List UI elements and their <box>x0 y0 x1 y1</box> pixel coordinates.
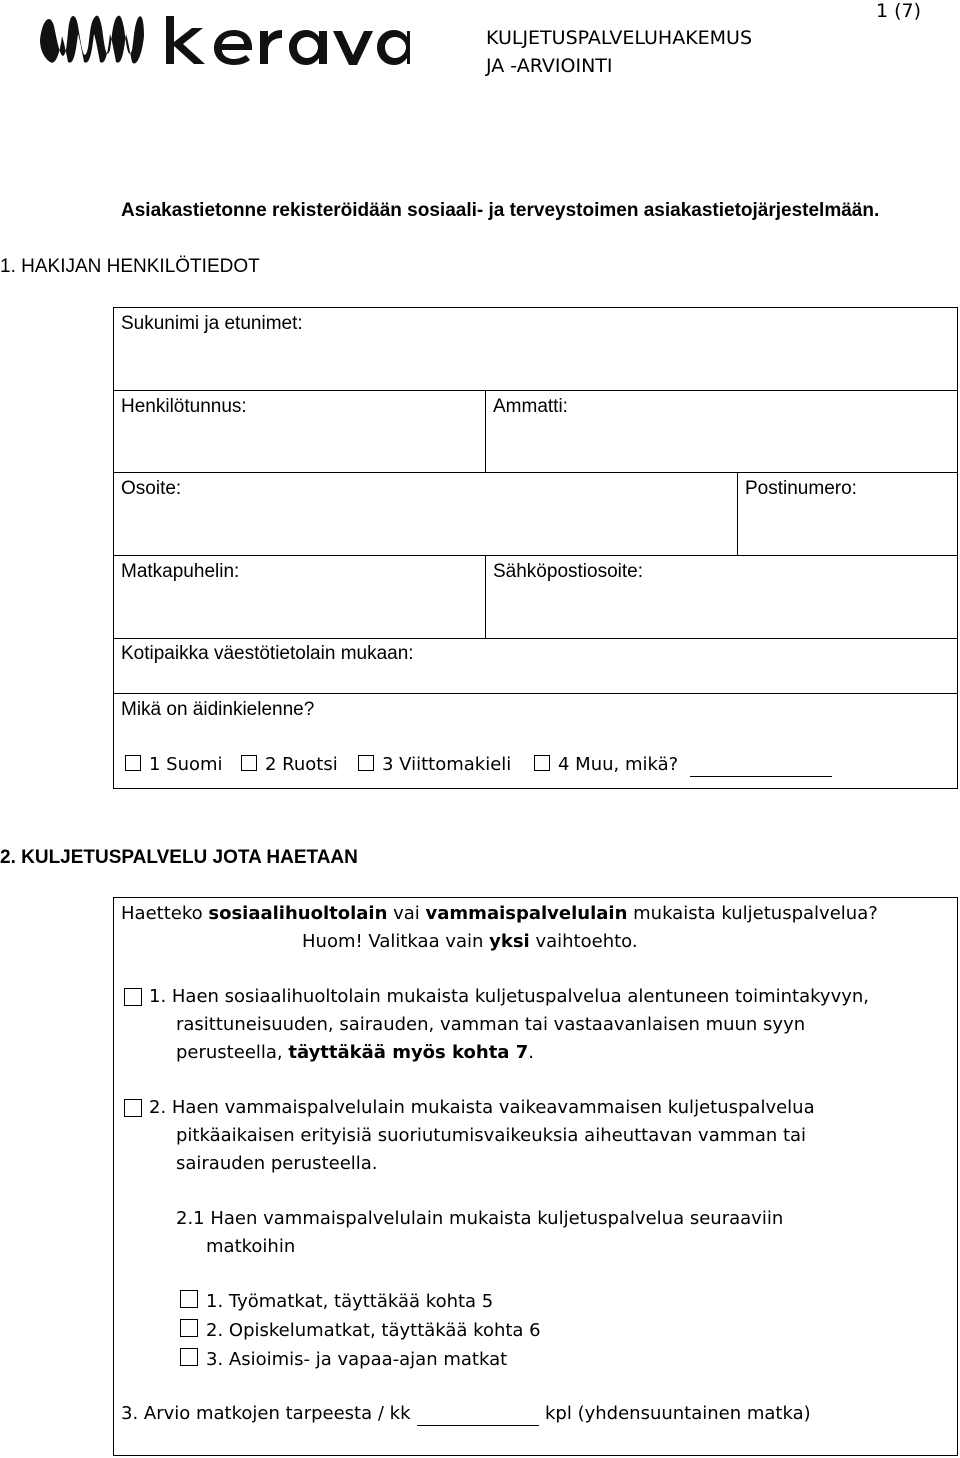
mobile-field[interactable]: Matkapuhelin: <box>121 561 240 582</box>
section2-heading: 2. KULJETUSPALVELU JOTA HAETAAN <box>0 847 358 868</box>
trip-option-work[interactable] <box>180 1290 493 1312</box>
option1-line3-text: perusteella, <box>176 1042 289 1063</box>
checkbox[interactable] <box>534 755 550 771</box>
checkbox[interactable] <box>180 1290 198 1308</box>
trip-estimate-input[interactable] <box>417 1425 539 1426</box>
question-text: Haetteko <box>121 903 209 924</box>
lang-option-finnish[interactable] <box>125 754 223 775</box>
option1-line3-bold: täyttäkää myös kohta 7 <box>288 1042 529 1063</box>
section1-heading: 1. HAKIJAN HENKILÖTIEDOT <box>0 256 260 277</box>
name-field[interactable]: Sukunimi ja etunimet: <box>121 313 303 334</box>
note-text: vaihtoehto. <box>529 931 638 952</box>
address-field[interactable]: Osoite: <box>121 478 182 499</box>
suboption-line1: 2.1 Haen vammaispalvelulain mukaista kuljetuspalvelua seuraaviin <box>176 1208 784 1229</box>
checkbox[interactable] <box>180 1319 198 1337</box>
lang-option-label: 3 Viittomakieli <box>382 754 512 775</box>
lang-option-label: 4 Muu, mikä? <box>558 754 679 775</box>
document-title <box>486 24 752 80</box>
checkbox[interactable] <box>124 1099 142 1117</box>
trip-option-leisure[interactable] <box>180 1348 507 1370</box>
trip-option-label: 3. Asioimis- ja vapaa-ajan matkat <box>206 1349 508 1370</box>
checkbox[interactable] <box>358 755 374 771</box>
email-field[interactable]: Sähköpostiosoite: <box>493 561 643 582</box>
service-note <box>302 928 638 956</box>
trip-estimate-unit: kpl (yhdensuuntainen matka) <box>545 1403 811 1424</box>
suboption-line2: matkoihin <box>206 1236 296 1257</box>
option1-line2: rasittuneisuuden, sairauden, vamman tai vastaavanlaisen muun syyn <box>176 1014 806 1035</box>
option2-text <box>149 1094 815 1178</box>
option1-text <box>149 983 869 1067</box>
question-bold-1: sosiaalihuoltolain <box>208 903 388 924</box>
mother-tongue-label: Mikä on äidinkielenne? <box>121 699 315 720</box>
lang-option-sign[interactable] <box>358 754 511 775</box>
option1-checkbox[interactable] <box>124 988 150 1010</box>
option2-line2: pitkäaikaisen erityisiä suoriutumisvaikeuksia aiheuttavan vamman tai <box>176 1125 807 1146</box>
option2-line3: sairauden perusteella. <box>176 1153 378 1174</box>
option2-checkbox[interactable] <box>124 1099 150 1121</box>
lang-option-swedish[interactable] <box>241 754 338 775</box>
lang-option-label: 1 Suomi <box>149 754 223 775</box>
checkbox[interactable] <box>241 755 257 771</box>
trip-option-label: 1. Työmatkat, täyttäkää kohta 5 <box>206 1291 494 1312</box>
option1-line3-end: . <box>528 1042 534 1063</box>
checkbox[interactable] <box>180 1348 198 1366</box>
kerava-logo <box>38 6 410 72</box>
other-language-line[interactable] <box>690 776 832 777</box>
checkbox[interactable] <box>125 755 141 771</box>
page-number: 1 (7) <box>876 0 922 22</box>
registry-notice: Asiakastietonne rekisteröidään sosiaali- ja terveystoimen asiakastietojärjestelmään. <box>121 200 880 221</box>
note-text: Huom! Valitkaa vain <box>302 931 490 952</box>
note-bold: yksi <box>489 931 530 952</box>
trip-option-label: 2. Opiskelumatkat, täyttäkää kohta 6 <box>206 1320 541 1341</box>
option1-line1: 1. Haen sosiaalihuoltolain mukaista kuljetuspalvelua alentuneen toimintakyvyn, <box>149 986 870 1007</box>
trip-estimate-label: 3. Arvio matkojen tarpeesta / kk <box>121 1403 411 1424</box>
checkbox[interactable] <box>124 988 142 1006</box>
suboption-text <box>176 1205 783 1261</box>
question-bold-2: vammaispalvelulain <box>425 903 628 924</box>
service-question <box>121 900 878 928</box>
lang-option-other[interactable] <box>534 754 678 775</box>
question-text: mukaista kuljetuspalvelua? <box>627 903 878 924</box>
municipality-field[interactable]: Kotipaikka väestötietolain mukaan: <box>121 643 414 664</box>
occupation-field[interactable]: Ammatti: <box>493 396 568 417</box>
option2-line1: 2. Haen vammaispalvelulain mukaista vaikeavammaisen kuljetuspalvelua <box>149 1097 815 1118</box>
trip-option-study[interactable] <box>180 1319 541 1341</box>
document-title-line1: KULJETUSPALVELUHAKEMUS <box>486 27 753 49</box>
option1-line3 <box>149 1039 869 1067</box>
lang-option-label: 2 Ruotsi <box>265 754 338 775</box>
postal-code-field[interactable]: Postinumero: <box>745 478 857 499</box>
ssn-field[interactable]: Henkilötunnus: <box>121 396 247 417</box>
document-title-line2: JA -ARVIOINTI <box>486 55 613 77</box>
question-text: vai <box>387 903 426 924</box>
